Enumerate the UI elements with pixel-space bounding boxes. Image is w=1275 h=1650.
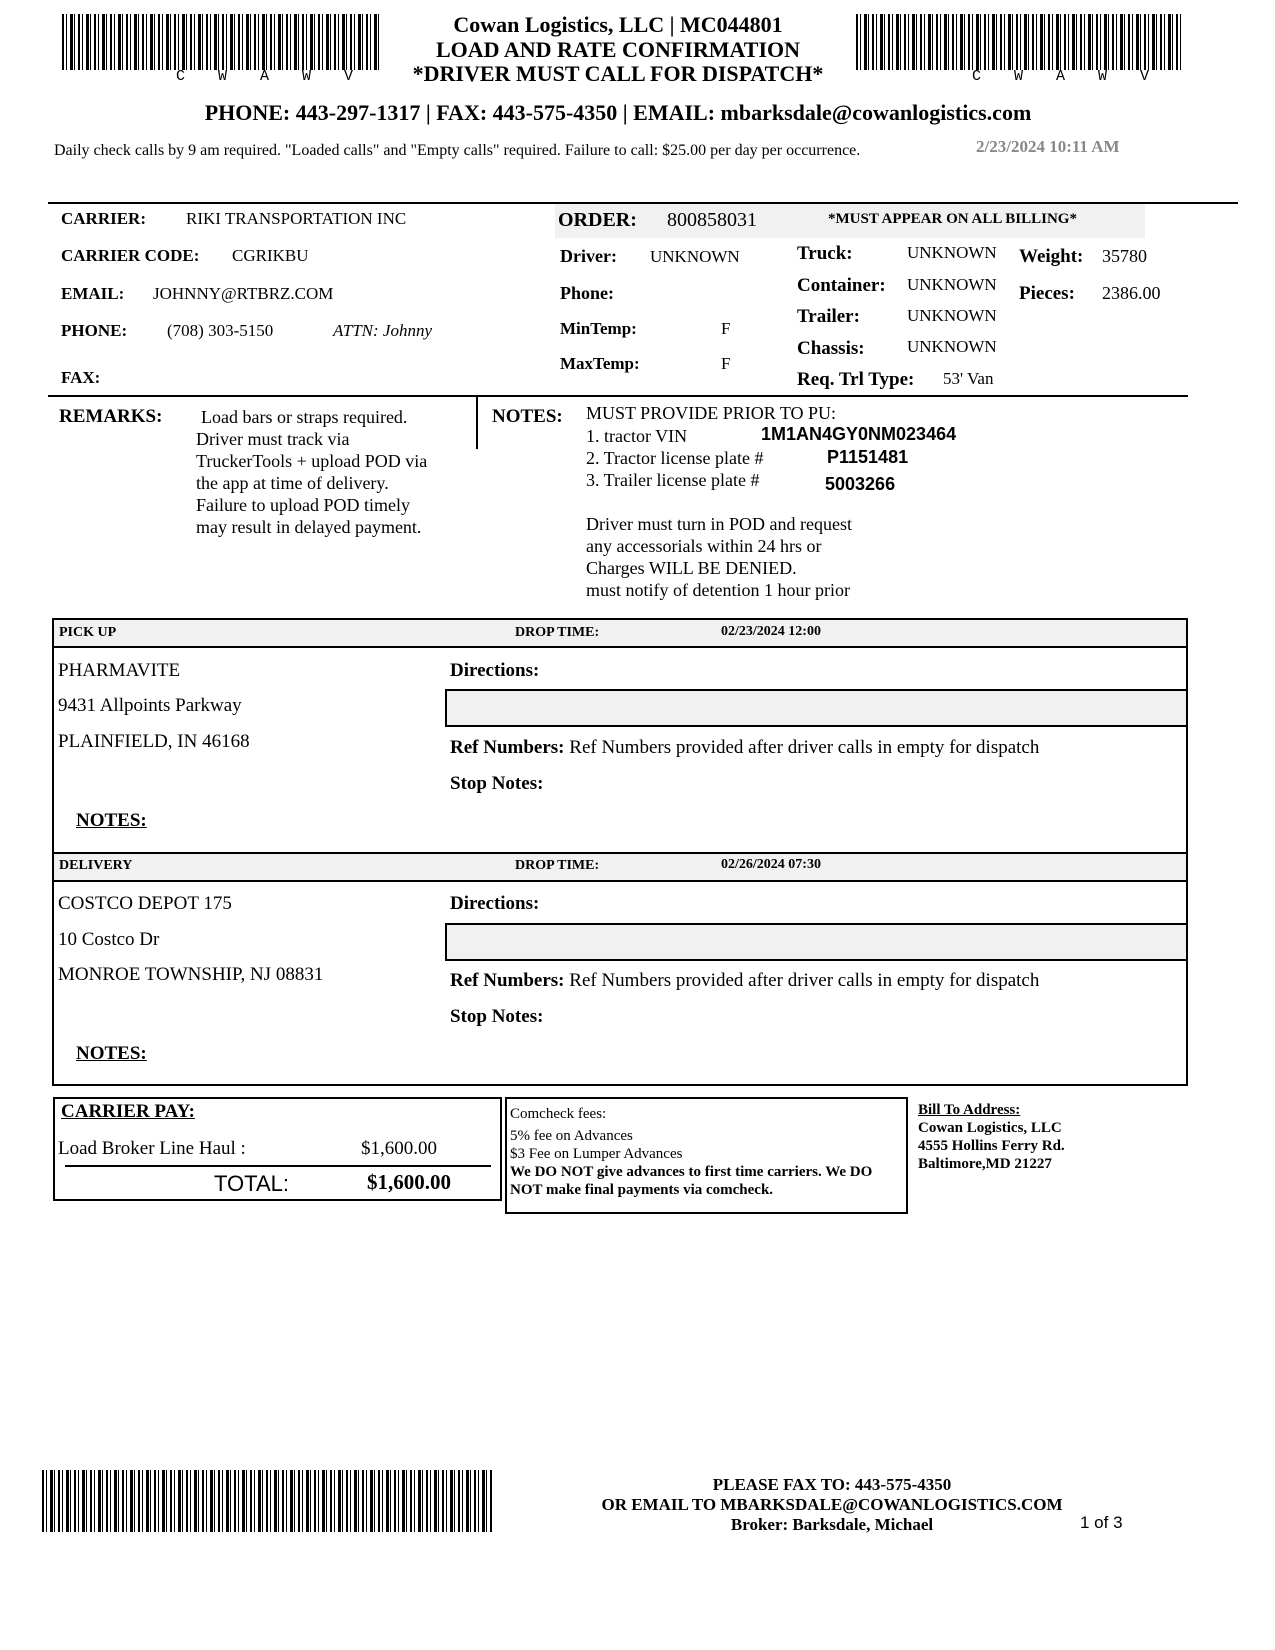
driver-value: UNKNOWN xyxy=(650,247,740,266)
mintemp-value: F xyxy=(721,319,731,338)
dispatch-notice: *DRIVER MUST CALL FOR DISPATCH* xyxy=(412,61,824,86)
truck-value: UNKNOWN xyxy=(907,243,997,262)
pickup-stop-notes-label: Stop Notes: xyxy=(450,773,544,794)
delivery-directions-label: Directions: xyxy=(450,893,540,914)
notes-label: NOTES: xyxy=(492,406,563,427)
remarks-label: REMARKS: xyxy=(59,406,163,427)
delivery-ref-label: Ref Numbers: xyxy=(450,970,565,991)
comcheck-bold1: We DO NOT give advances to first time carriers. We DO xyxy=(510,1164,873,1180)
delivery-drop-value: 02/26/2024 07:30 xyxy=(721,857,821,872)
remarks-text xyxy=(196,406,427,538)
container-label: Container: xyxy=(797,275,886,296)
notes-item2: 2. Tractor license plate # xyxy=(586,448,764,468)
delivery-ref xyxy=(450,970,1039,992)
page-number: 1 of 3 xyxy=(1080,1513,1123,1532)
delivery-address2: MONROE TOWNSHIP, NJ 08831 xyxy=(58,964,324,985)
weight-label: Weight: xyxy=(1019,246,1084,267)
billto-line2: 4555 Hollins Ferry Rd. xyxy=(918,1138,1065,1154)
carrier-phone-label: PHONE: xyxy=(61,321,128,340)
carrier-pay-title: CARRIER PAY: xyxy=(61,1101,195,1122)
order-phone-label: Phone: xyxy=(560,283,614,303)
carrier-attn: ATTN: Johnny xyxy=(333,321,433,340)
barcode-left xyxy=(62,14,380,70)
reqtrl-value: 53' Van xyxy=(943,369,994,388)
delivery-name: COSTCO DEPOT 175 xyxy=(58,893,232,914)
remarks-divider xyxy=(476,397,478,449)
container-value: UNKNOWN xyxy=(907,275,997,294)
barcode-right xyxy=(856,14,1184,70)
notes-item3-value: 5003266 xyxy=(825,474,896,494)
delivery-stop-notes-label: Stop Notes: xyxy=(450,1006,544,1027)
pickup-notes-label: NOTES: xyxy=(76,810,147,831)
total-label: TOTAL: xyxy=(214,1171,289,1196)
carrier-value: RIKI TRANSPORTATION INC xyxy=(186,209,407,228)
remarks-line: TruckerTools + upload POD via xyxy=(196,451,428,471)
chassis-value: UNKNOWN xyxy=(907,337,997,356)
footer-broker: Broker: Barksdale, Michael xyxy=(730,1515,934,1534)
delivery-notes-label: NOTES: xyxy=(76,1043,147,1064)
reqtrl-label: Req. Trl Type: xyxy=(797,369,915,390)
maxtemp-label: MaxTemp: xyxy=(560,354,640,373)
total-rule xyxy=(65,1165,491,1167)
carrier-email-label: EMAIL: xyxy=(61,284,125,303)
chassis-label: Chassis: xyxy=(797,338,865,359)
check-calls-text: Daily check calls by 9 am required. "Loaded calls" and "Empty calls" required. Failure to call: $25.00 per day per occurrence. xyxy=(54,142,861,159)
barcode-left-text: C W A W V xyxy=(176,68,354,85)
comcheck-line1: 5% fee on Advances xyxy=(510,1128,633,1144)
maxtemp-value: F xyxy=(721,354,731,373)
pickup-directions-label: Directions: xyxy=(450,660,540,681)
pickup-ref-label: Ref Numbers: xyxy=(450,737,565,758)
notes-line: must notify of detention 1 hour prior xyxy=(586,580,850,600)
carrier-bottom-rule xyxy=(48,395,1188,397)
trailer-value: UNKNOWN xyxy=(907,306,997,325)
barcode-right-text: C W A W V xyxy=(972,68,1150,85)
total-value: $1,600.00 xyxy=(367,1170,451,1194)
carrier-email-value: JOHNNY@RTBRZ.COM xyxy=(153,284,334,303)
barcode-footer xyxy=(42,1470,492,1532)
pickup-band-label: PICK UP xyxy=(59,625,117,640)
pickup-drop-label: DROP TIME: xyxy=(515,625,600,640)
notes-after xyxy=(586,513,852,601)
delivery-directions-box xyxy=(445,923,1188,961)
footer-fax: PLEASE FAX TO: 443-575-4350 xyxy=(712,1475,952,1494)
mintemp-label: MinTemp: xyxy=(560,319,637,338)
billto-label: Bill To Address: xyxy=(918,1102,1021,1118)
delivery-address1: 10 Costco Dr xyxy=(58,929,160,950)
carrier-code-value: CGRIKBU xyxy=(232,246,309,265)
pieces-value: 2386.00 xyxy=(1102,283,1161,303)
notes-line: Driver must turn in POD and request xyxy=(586,514,852,534)
notes-intro: MUST PROVIDE PRIOR TO PU: xyxy=(586,403,837,423)
pickup-band xyxy=(52,618,1188,648)
company-title: Cowan Logistics, LLC | MC044801 xyxy=(453,12,783,37)
weight-value: 35780 xyxy=(1102,246,1147,266)
footer-email: OR EMAIL TO MBARKSDALE@COWANLOGISTICS.COM xyxy=(601,1495,1063,1514)
notes-item1-value: 1M1AN4GY0NM023464 xyxy=(761,424,957,444)
carrier-label: CARRIER: xyxy=(61,209,146,228)
carrier-fax-label: FAX: xyxy=(61,368,101,387)
carrier-code-label: CARRIER CODE: xyxy=(61,246,200,265)
trailer-label: Trailer: xyxy=(797,306,860,327)
remarks-line: the app at time of delivery. xyxy=(196,473,389,493)
pickup-ref xyxy=(450,737,1039,759)
order-value: 800858031 xyxy=(667,209,757,231)
line-haul-value: $1,600.00 xyxy=(361,1138,437,1159)
order-label: ORDER: xyxy=(558,209,637,231)
notes-line: Charges WILL BE DENIED. xyxy=(586,558,797,578)
truck-label: Truck: xyxy=(797,243,853,264)
timestamp: 2/23/2024 10:11 AM xyxy=(976,137,1120,156)
delivery-band xyxy=(52,852,1188,882)
notes-item1: 1. tractor VIN xyxy=(586,426,688,446)
pickup-ref-value: Ref Numbers provided after driver calls in empty for dispatch xyxy=(569,737,1040,758)
remarks-line: Load bars or straps required. xyxy=(201,407,408,427)
doc-title: LOAD AND RATE CONFIRMATION xyxy=(435,37,801,62)
driver-label: Driver: xyxy=(560,246,617,266)
comcheck-bold2: NOT make final payments via comcheck. xyxy=(510,1182,774,1198)
pickup-address1: 9431 Allpoints Parkway xyxy=(58,695,242,716)
remarks-line: Driver must track via xyxy=(196,429,350,449)
delivery-band-label: DELIVERY xyxy=(59,858,133,873)
billto-line1: Cowan Logistics, LLC xyxy=(918,1120,1062,1136)
contact-line: PHONE: 443-297-1317 | FAX: 443-575-4350 | EMAIL: mbarksdale@cowanlogistics.com xyxy=(204,100,1032,125)
delivery-ref-value: Ref Numbers provided after driver calls in empty for dispatch xyxy=(569,970,1040,991)
pickup-drop-value: 02/23/2024 12:00 xyxy=(721,624,821,639)
pickup-directions-box xyxy=(445,689,1188,727)
notes-line: any accessorials within 24 hrs or xyxy=(586,536,822,556)
billing-note: *MUST APPEAR ON ALL BILLING* xyxy=(828,211,1077,227)
comcheck-line2: $3 Fee on Lumper Advances xyxy=(510,1146,683,1162)
delivery-drop-label: DROP TIME: xyxy=(515,858,600,873)
pickup-name: PHARMAVITE xyxy=(58,660,181,681)
notes-item3: 3. Trailer license plate # xyxy=(586,470,760,490)
notes-item2-value: P1151481 xyxy=(827,447,909,467)
remarks-line: may result in delayed payment. xyxy=(196,517,422,537)
pieces-label: Pieces: xyxy=(1019,283,1075,304)
line-haul-label: Load Broker Line Haul : xyxy=(58,1138,246,1159)
pickup-address2: PLAINFIELD, IN 46168 xyxy=(58,731,250,752)
remarks-line: Failure to upload POD timely xyxy=(196,495,410,515)
carrier-phone-value: (708) 303-5150 xyxy=(167,321,274,340)
comcheck-title: Comcheck fees: xyxy=(510,1106,607,1122)
billto-line3: Baltimore,MD 21227 xyxy=(918,1156,1052,1172)
